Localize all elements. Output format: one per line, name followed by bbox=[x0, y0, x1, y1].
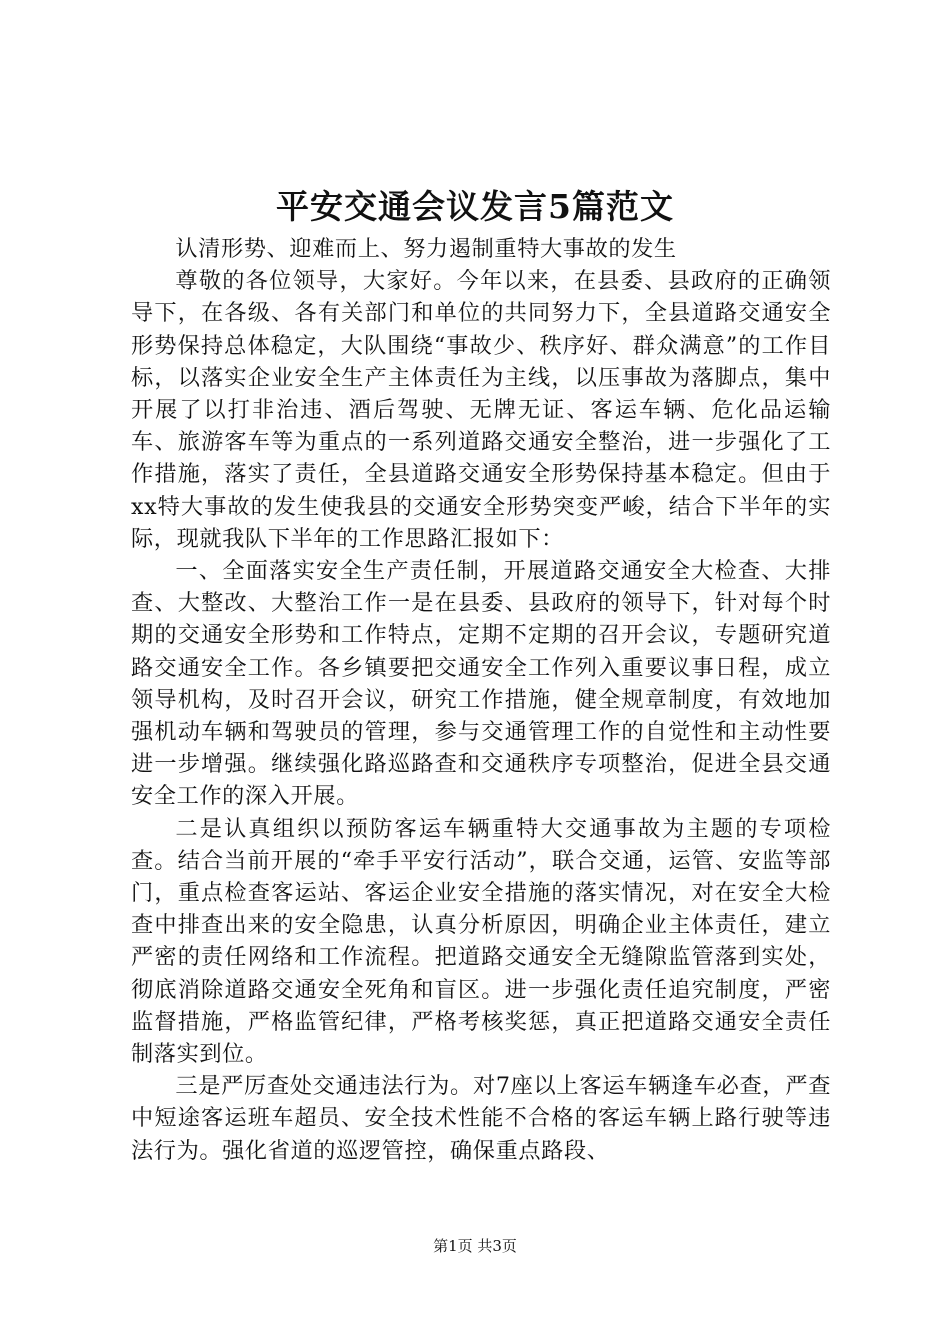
document-body bbox=[131, 233, 831, 1167]
document-title: 平安交通会议发言5篇范文 bbox=[276, 187, 674, 226]
paragraph-greeting: 尊敬的各位领导，大家好。今年以来，在县委、县政府的正确领导下，在各级、各有关部门和单位的共同努力下，全县道路交通安全形势保持总体稳定，大队围绕“事故少、秩序好、群众满意”的工作目标，以落实企业安全生产主体责任为主线，以压事故为落脚点，集中开展了以打非治违、酒后驾驶、无牌无证、客运车辆、危化品运输车、旅游客车等为重点的一系列道路交通安全整治，进一步强化了工作措施，落实了责任，全县道路交通安全形势保持基本稳定。但由于xx特大事故的发生使我县的交通安全形势突变严峻，结合下半年的实际，现就我队下半年的工作思路汇报如下： bbox=[131, 268, 831, 552]
paragraph-subtitle: 认清形势、迎难而上、努力遏制重特大事故的发生 bbox=[175, 236, 677, 262]
paragraph-section-two: 二是认真组织以预防客运车辆重特大交通事故为主题的专项检查。结合当前开展的“牵手平安行活动”，联合交通，运管、安监等部门，重点检查客运站、客运企业安全措施的落实情况，对在安全大检查中排查出来的安全隐患，认真分析原因，明确企业主体责任，建立严密的责任网络和工作流程。把道路交通安全无缝隙监管落到实处，彻底消除道路交通安全死角和盲区。进一步强化责任追究制度，严密监督措施，严格监管纪律，严格考核奖惩，真正把道路交通安全责任制落实到位。 bbox=[131, 815, 831, 1068]
paragraph-section-three: 三是严厉查处交通违法行为。对7座以上客运车辆逢车必查，严查中短途客运班车超员、安全技术性能不合格的客运车辆上路行驶等违法行为。强化省道的巡逻管控，确保重点路段、 bbox=[131, 1073, 831, 1164]
paragraph-section-one: 一、全面落实安全生产责任制，开展道路交通安全大检查、大排查、大整改、大整治工作一是在县委、县政府的领导下，针对每个时期的交通安全形势和工作特点，定期不定期的召开会议，专题研究道路交通安全工作。各乡镇要把交通安全工作列入重要议事日程，成立领导机构，及时召开会议，研究工作措施，健全规章制度，有效地加强机动车辆和驾驶员的管理，参与交通管理工作的自觉性和主动性要进一步增强。继续强化路巡路查和交通秩序专项整治，促进全县交通安全工作的深入开展。 bbox=[131, 558, 831, 810]
page-footer: 第1页 共3页 bbox=[433, 1237, 517, 1255]
